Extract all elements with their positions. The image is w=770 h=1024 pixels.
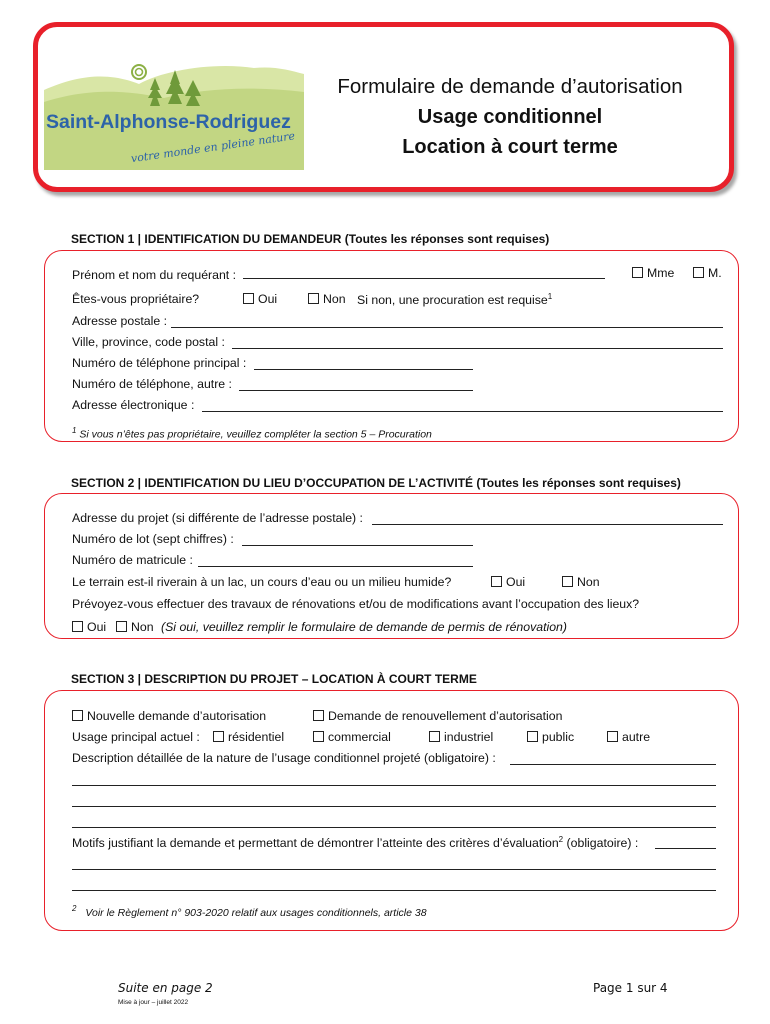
riverain-label: Le terrain est-il riverain à un lac, un cours d’eau ou un milieu humide? — [72, 575, 452, 589]
riverain-no-checkbox[interactable] — [562, 576, 573, 587]
continued-on-next-page: Suite en page 2 — [118, 981, 213, 995]
owner-yes-label: Oui — [258, 292, 278, 306]
matricule-field[interactable] — [198, 566, 473, 567]
title-mme-option[interactable] — [632, 266, 674, 280]
owner-yes-option[interactable] — [243, 292, 277, 306]
new-request-checkbox[interactable] — [72, 710, 83, 721]
other-phone-label: Numéro de téléphone, autre : — [72, 377, 232, 391]
section3-heading: SECTION 3 | DESCRIPTION DU PROJET – LOCATION À COURT TERME — [71, 672, 477, 686]
motifs-label — [72, 835, 638, 850]
owner-label: Êtes-vous propriétaire? — [72, 292, 200, 306]
main-phone-label: Numéro de téléphone principal : — [72, 356, 247, 370]
mme-label: Mme — [647, 266, 675, 280]
requester-name-row — [72, 266, 605, 282]
riverain-yes-label: Oui — [506, 575, 526, 589]
title-line-2: Usage conditionnel — [417, 106, 603, 128]
section1-heading: SECTION 1 | IDENTIFICATION DU DEMANDEUR (Toutes les réponses sont requises) — [71, 232, 550, 246]
city-field[interactable] — [232, 348, 723, 349]
renovation-yes-option[interactable] — [72, 620, 106, 634]
requester-name-label: Prénom et nom du requérant : — [72, 268, 237, 282]
section2-heading: SECTION 2 | IDENTIFICATION DU LIEU D’OCCUPATION DE L’ACTIVITÉ (Toutes les réponses sont requises) — [71, 476, 681, 490]
email-label: Adresse électronique : — [72, 398, 195, 412]
postal-address-label: Adresse postale : — [72, 314, 168, 328]
renovation-no-label: Non — [131, 620, 154, 634]
renewal-request-option[interactable] — [313, 709, 562, 723]
title-line-3: Location à court terme — [402, 136, 618, 158]
usage-commercial-option[interactable] — [313, 730, 391, 744]
riverain-yes-checkbox[interactable] — [491, 576, 502, 587]
municipality-logo — [44, 62, 304, 170]
section3-footnote-text: Voir le Règlement n° 903-2020 relatif aux usages conditionnels, article 38 — [85, 906, 427, 919]
usage-label: Usage principal actuel : — [72, 730, 200, 744]
renovation-label: Prévoyez-vous effectuer des travaux de rénovations et/ou de modifications avant l’occupation des lieux? — [72, 597, 640, 611]
usage-public-checkbox[interactable] — [527, 731, 538, 742]
motifs-label-text: Motifs justifiant la demande et permettant de démontrer l’atteinte des critères d’évaluation — [72, 836, 559, 851]
usage-commercial-label: commercial — [328, 730, 391, 744]
owner-note-text: Si non, une procuration est requise — [357, 293, 548, 308]
owner-no-option[interactable] — [308, 292, 346, 306]
motifs-field-line-3[interactable] — [72, 890, 716, 891]
renovation-no-option[interactable] — [116, 620, 154, 634]
section3-box — [44, 690, 739, 931]
m-label: M. — [708, 266, 722, 280]
owner-no-label: Non — [323, 292, 346, 306]
section1-footnote — [72, 426, 432, 441]
project-address-label: Adresse du projet (si différente de l’adresse postale) : — [72, 511, 363, 525]
renewal-request-checkbox[interactable] — [313, 710, 324, 721]
mme-checkbox[interactable] — [632, 267, 643, 278]
logo-tagline: votre monde en pleine nature — [130, 129, 296, 166]
usage-industrial-checkbox[interactable] — [429, 731, 440, 742]
description-field-line-4[interactable] — [72, 827, 716, 828]
lot-number-label: Numéro de lot (sept chiffres) : — [72, 532, 234, 546]
usage-industrial-option[interactable] — [429, 730, 493, 744]
form-title — [305, 72, 715, 162]
title-m-option[interactable] — [693, 266, 722, 280]
section1-footnote-text: Si vous n’êtes pas propriétaire, veuillez compléter la section 5 – Procuration — [79, 428, 432, 441]
usage-residential-checkbox[interactable] — [213, 731, 224, 742]
usage-residential-option[interactable] — [213, 730, 284, 744]
usage-residential-label: résidentiel — [228, 730, 285, 744]
lot-number-field[interactable] — [242, 545, 473, 546]
main-phone-field[interactable] — [254, 369, 473, 370]
description-field-line-2[interactable] — [72, 785, 716, 786]
usage-other-option[interactable] — [607, 730, 650, 744]
usage-public-option[interactable] — [527, 730, 574, 744]
postal-address-field[interactable] — [171, 327, 723, 328]
new-request-option[interactable] — [72, 709, 266, 723]
renovation-yes-label: Oui — [87, 620, 107, 634]
usage-public-label: public — [542, 730, 575, 744]
renovation-yes-checkbox[interactable] — [72, 621, 83, 632]
title-line-1: Formulaire de demande d’autorisation — [337, 75, 683, 98]
matricule-label: Numéro de matricule : — [72, 553, 193, 567]
city-label: Ville, province, code postal : — [72, 335, 225, 349]
usage-commercial-checkbox[interactable] — [313, 731, 324, 742]
new-request-label: Nouvelle demande d’autorisation — [87, 709, 267, 723]
logo-wordmark: Saint-Alphonse-Rodriguez — [46, 111, 291, 133]
renovation-no-checkbox[interactable] — [116, 621, 127, 632]
owner-note-ref: 1 — [547, 292, 553, 301]
m-checkbox[interactable] — [693, 267, 704, 278]
requester-name-field[interactable] — [243, 266, 605, 279]
section1-footnote-ref: 1 — [72, 426, 77, 435]
email-field[interactable] — [202, 411, 723, 412]
description-field-line-1[interactable] — [510, 764, 716, 765]
description-field-line-3[interactable] — [72, 806, 716, 807]
owner-note — [357, 292, 552, 307]
riverain-yes-option[interactable] — [491, 575, 525, 589]
riverain-no-label: Non — [577, 575, 600, 589]
owner-no-checkbox[interactable] — [308, 293, 319, 304]
project-address-field[interactable] — [372, 524, 723, 525]
motifs-label-suffix: (obligatoire) : — [563, 836, 639, 851]
renovation-note: (Si oui, veuillez remplir le formulaire de demande de permis de rénovation) — [161, 620, 567, 634]
usage-other-label: autre — [622, 730, 651, 744]
owner-yes-checkbox[interactable] — [243, 293, 254, 304]
other-phone-field[interactable] — [239, 390, 473, 391]
motifs-field-line-1[interactable] — [655, 848, 716, 849]
riverain-no-option[interactable] — [562, 575, 600, 589]
update-date: Mise à jour – juillet 2022 — [118, 999, 189, 1006]
spiral-sun-icon — [132, 65, 146, 79]
motifs-field-line-2[interactable] — [72, 869, 716, 870]
usage-industrial-label: industriel — [444, 730, 494, 744]
section3-footnote — [72, 904, 427, 919]
motifs-ref: 2 — [558, 835, 564, 844]
description-label: Description détaillée de la nature de l’usage conditionnel projeté (obligatoire) : — [72, 751, 496, 765]
usage-other-checkbox[interactable] — [607, 731, 618, 742]
renewal-request-label: Demande de renouvellement d’autorisation — [328, 709, 563, 723]
page-number: Page 1 sur 4 — [593, 981, 668, 995]
section3-footnote-ref: 2 — [72, 904, 77, 913]
